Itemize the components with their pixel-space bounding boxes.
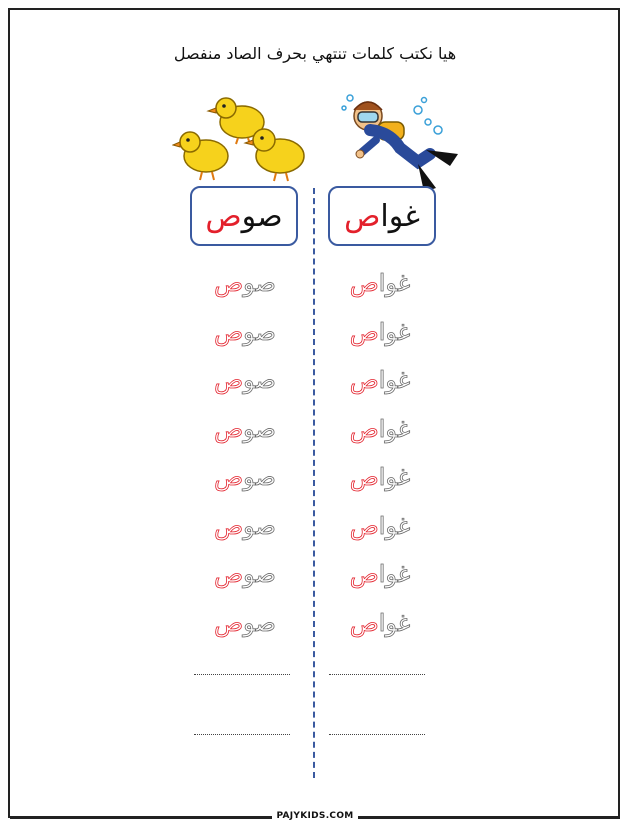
trace-word <box>190 509 300 543</box>
trace-word <box>190 363 300 397</box>
trace-ending: ص <box>214 366 244 394</box>
trace-word <box>325 460 435 494</box>
trace-ending: ص <box>349 317 379 346</box>
footer <box>0 808 630 824</box>
trace-word <box>325 315 435 349</box>
trace-stem: صو <box>243 608 276 637</box>
trace-ending: ص <box>349 560 379 588</box>
trace-stem: غوا <box>378 366 411 394</box>
trace-stem: صو <box>243 414 276 443</box>
trace-ending: ص <box>349 366 379 394</box>
trace-ending: ص <box>214 463 244 491</box>
word-stem: غوا <box>380 198 420 234</box>
trace-word <box>190 606 300 640</box>
trace-ending: ص <box>349 414 379 443</box>
word-box-diver <box>328 186 436 246</box>
trace-word <box>190 460 300 494</box>
writing-line[interactable] <box>194 734 290 735</box>
writing-line[interactable] <box>329 674 425 675</box>
trace-stem: غوا <box>378 269 411 297</box>
trace-stem: غوا <box>378 463 411 491</box>
trace-stem: صو <box>243 511 276 540</box>
chicks-illustration <box>172 94 312 186</box>
word-stem: صو <box>241 198 283 234</box>
footer-brand: PAJYKIDS.COM <box>272 811 357 821</box>
chick-icon <box>173 132 228 180</box>
trace-word <box>190 266 300 300</box>
diver-icon <box>354 102 458 192</box>
word-ending: ص <box>205 198 242 234</box>
trace-ending: ص <box>349 463 379 491</box>
trace-ending: ص <box>349 608 379 637</box>
trace-ending: ص <box>349 511 379 540</box>
worksheet-title: هيا نكتب كلمات تنتهي بحرف الصاد منفصل <box>173 44 457 63</box>
trace-word <box>190 557 300 591</box>
trace-ending: ص <box>214 269 244 297</box>
trace-stem: غوا <box>378 511 411 540</box>
diver-illustration <box>340 92 464 196</box>
trace-stem: صو <box>243 366 276 394</box>
trace-stem: غوا <box>378 608 411 637</box>
trace-word <box>190 315 300 349</box>
trace-stem: غوا <box>378 317 411 346</box>
trace-stem: غوا <box>378 414 411 443</box>
column-divider <box>313 188 315 778</box>
trace-stem: صو <box>243 560 276 588</box>
trace-stem: صو <box>243 463 276 491</box>
trace-ending: ص <box>214 414 244 443</box>
trace-stem: صو <box>243 317 276 346</box>
writing-line[interactable] <box>329 734 425 735</box>
trace-stem: صو <box>243 269 276 297</box>
trace-word <box>190 412 300 446</box>
trace-ending: ص <box>349 269 379 297</box>
trace-word <box>325 363 435 397</box>
trace-stem: غوا <box>378 560 411 588</box>
trace-ending: ص <box>214 317 244 346</box>
trace-word <box>325 509 435 543</box>
trace-ending: ص <box>214 560 244 588</box>
trace-word <box>325 412 435 446</box>
trace-ending: ص <box>214 511 244 540</box>
word-ending: ص <box>344 198 381 234</box>
trace-word <box>325 266 435 300</box>
chick-icon <box>245 129 304 181</box>
word-box-chicks <box>190 186 298 246</box>
trace-word <box>325 606 435 640</box>
trace-ending: ص <box>214 608 244 637</box>
writing-line[interactable] <box>194 674 290 675</box>
trace-word <box>325 557 435 591</box>
